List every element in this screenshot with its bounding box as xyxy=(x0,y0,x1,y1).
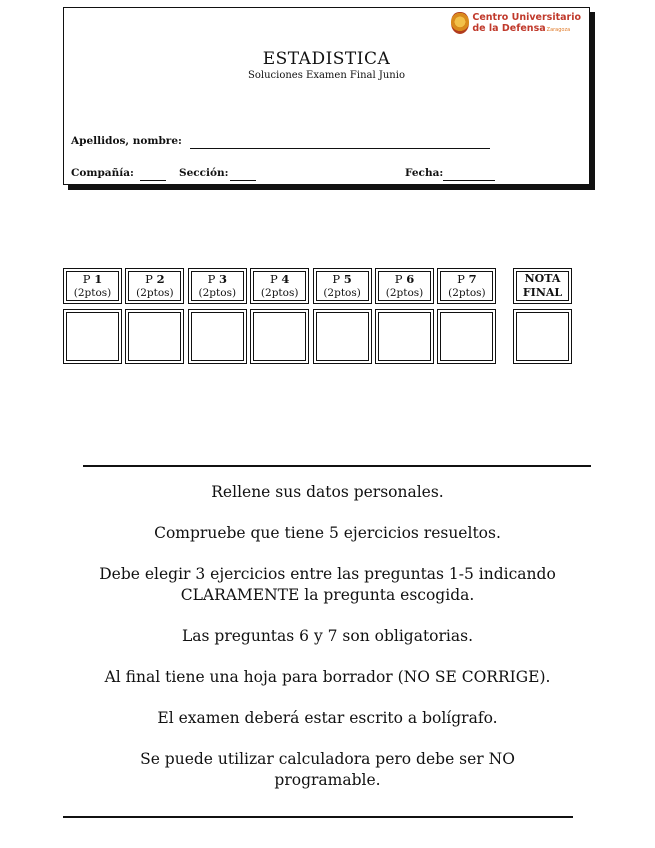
question-header-p3 xyxy=(188,268,247,304)
instruction-5: Al final tiene una hoja para borrador (NO SE CORRIGE). xyxy=(104,668,551,686)
instructions-block xyxy=(55,482,600,811)
score-cell-p3[interactable] xyxy=(188,309,247,364)
question-number: 5 xyxy=(343,272,352,286)
instruction-4: Las preguntas 6 y 7 son obligatorias. xyxy=(182,627,473,645)
question-label xyxy=(395,272,414,286)
question-header-p4 xyxy=(250,268,309,304)
name-label: Apellidos, nombre: xyxy=(71,135,182,147)
date-field-line[interactable] xyxy=(443,180,495,181)
final-grade-cell[interactable] xyxy=(513,309,572,364)
question-number: 4 xyxy=(281,272,290,286)
logo-city: Zaragoza xyxy=(546,27,571,33)
question-header-p1 xyxy=(63,268,122,304)
cud-logo xyxy=(451,12,581,36)
question-points: (2ptos) xyxy=(260,287,299,299)
question-prefix: P xyxy=(207,272,216,286)
company-field-line[interactable] xyxy=(140,180,166,181)
question-number: 1 xyxy=(94,272,103,286)
score-cell-p4[interactable] xyxy=(250,309,309,364)
instruction-7: Se puede utilizar calculadora pero debe ser NO programable. xyxy=(140,750,515,789)
exam-subtitle: Soluciones Examen Final Junio xyxy=(248,70,405,81)
question-label xyxy=(83,272,102,286)
question-header-p7 xyxy=(437,268,496,304)
score-cell-p2[interactable] xyxy=(125,309,184,364)
score-cell-p5[interactable] xyxy=(313,309,372,364)
final-grade-label-line1: NOTA xyxy=(524,272,561,285)
date-label: Fecha: xyxy=(405,167,444,179)
instruction-3: Debe elegir 3 ejercicios entre las preguntas 1-5 indicando CLARAMENTE la pregunta escogida. xyxy=(99,565,556,604)
instruction-1: Rellene sus datos personales. xyxy=(211,483,444,501)
question-points: (2ptos) xyxy=(448,287,486,299)
question-prefix: P xyxy=(457,272,465,286)
question-prefix: P xyxy=(269,272,278,286)
logo-line-2: de la Defensa xyxy=(472,23,546,34)
question-label xyxy=(208,272,227,286)
question-label xyxy=(332,272,351,286)
bottom-rule xyxy=(63,816,573,818)
name-field-line[interactable] xyxy=(190,148,490,149)
instruction-2: Compruebe que tiene 5 ejercicios resueltos. xyxy=(154,524,501,542)
exam-title: ESTADISTICA xyxy=(262,49,391,69)
section-label: Sección: xyxy=(179,167,229,179)
score-cell-p6[interactable] xyxy=(375,309,434,364)
top-rule xyxy=(83,465,591,467)
question-label xyxy=(270,272,289,286)
question-header-p6 xyxy=(375,268,434,304)
final-grade-header xyxy=(513,268,572,304)
question-header-p2 xyxy=(125,268,184,304)
exam-header-card xyxy=(63,7,590,185)
question-prefix: P xyxy=(145,272,153,286)
company-label: Compañía: xyxy=(71,167,134,179)
question-points: (2ptos) xyxy=(385,287,424,299)
question-label xyxy=(457,272,476,286)
crest-icon xyxy=(451,12,469,34)
question-points: (2ptos) xyxy=(136,287,174,299)
question-number: 2 xyxy=(156,272,165,286)
question-number: 3 xyxy=(218,272,227,286)
instruction-6: El examen deberá estar escrito a bolígrafo. xyxy=(157,709,498,727)
question-points: (2ptos) xyxy=(323,287,361,299)
logo-line-1: Centro Universitario xyxy=(472,12,581,23)
final-grade-label-line2: FINAL xyxy=(522,286,563,299)
score-cell-p1[interactable] xyxy=(63,309,122,364)
question-points: (2ptos) xyxy=(198,287,237,299)
question-label xyxy=(145,272,164,286)
question-points: (2ptos) xyxy=(73,287,112,299)
question-prefix: P xyxy=(332,272,341,286)
question-prefix: P xyxy=(394,272,403,286)
question-prefix: P xyxy=(82,272,91,286)
score-cell-p7[interactable] xyxy=(437,309,496,364)
section-field-line[interactable] xyxy=(230,180,256,181)
question-number: 6 xyxy=(406,272,415,286)
question-header-p5 xyxy=(313,268,372,304)
question-number: 7 xyxy=(468,272,477,286)
